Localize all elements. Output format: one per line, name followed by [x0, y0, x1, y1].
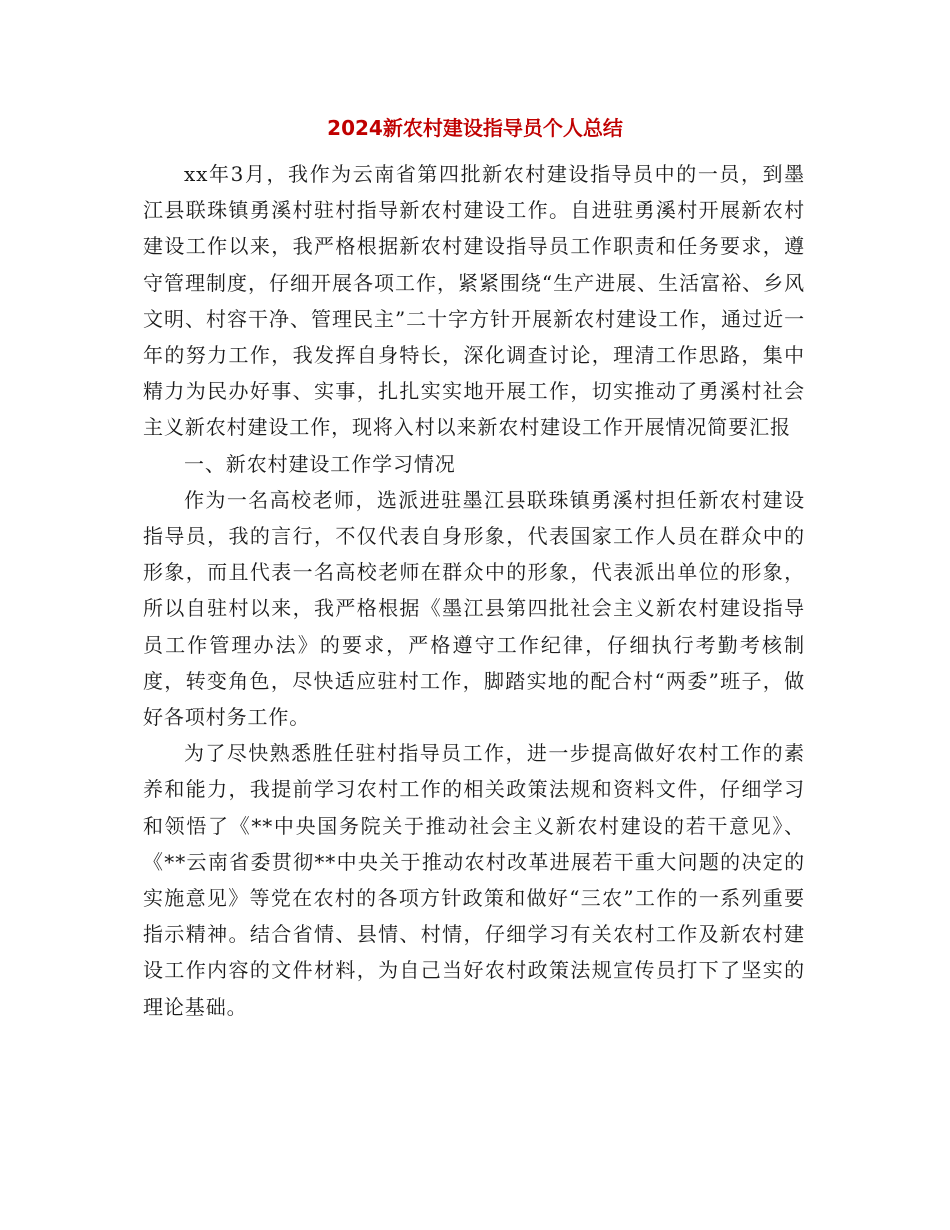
body-paragraph-1: 作为一名高校老师，选派进驻墨江县联珠镇勇溪村担任新农村建设指导员，我的言行，不仅代表自身形象，代表国家工作人员在群众中的形象，而且代表一名高校老师在群众中的形象，代表派出单位的形象，所以自驻村以来，我严格根据《墨江县第四批社会主义新农村建设指导员工作管理办法》的要求，严格遵守工作纪律，仔细执行考勤考核制度，转变角色，尽快适应驻村工作，脚踏实地的配合村“两委”班子，做好各项村务工作。: [143, 487, 805, 730]
body-paragraph-2: 为了尽快熟悉胜任驻村指导员工作，进一步提高做好农村工作的素养和能力，我提前学习农村工作的相关政策法规和资料文件，仔细学习和领悟了《**中央国务院关于推动社会主义新农村建设的若干意见》、《**云南省委贯彻**中央关于推动农村改革进展若干重大问题的决定的实施意见》等党在农村的各项方针政策和做好“三农”工作的一系列重要指示精神。结合省情、县情、村情，仔细学习有关农村工作及新农村建设工作内容的文件材料，为自己当好农村政策法规宣传员打下了坚实的理论基础。: [143, 741, 805, 1019]
document-body: [143, 156, 805, 1025]
intro-paragraph: xx年3月，我作为云南省第四批新农村建设指导员中的一员，到墨江县联珠镇勇溪村驻村指导新农村建设工作。自进驻勇溪村开展新农村建设工作以来，我严格根据新农村建设指导员工作职责和任务要求，遵守管理制度，仔细开展各项工作，紧紧围绕“生产进展、生活富裕、乡风文明、村容干净、管理民主”二十字方针开展新农村建设工作，通过近一年的努力工作，我发挥自身特长，深化调查讨论，理清工作思路，集中精力为民办好事、实事，扎扎实实地开展工作，切实推动了勇溪村社会主义新农村建设工作，现将入村以来新农村建设工作开展情况简要汇报: [143, 162, 805, 440]
document-title: 2024新农村建设指导员个人总结: [327, 116, 623, 140]
section-heading-1: 一、新农村建设工作学习情况: [184, 451, 456, 476]
